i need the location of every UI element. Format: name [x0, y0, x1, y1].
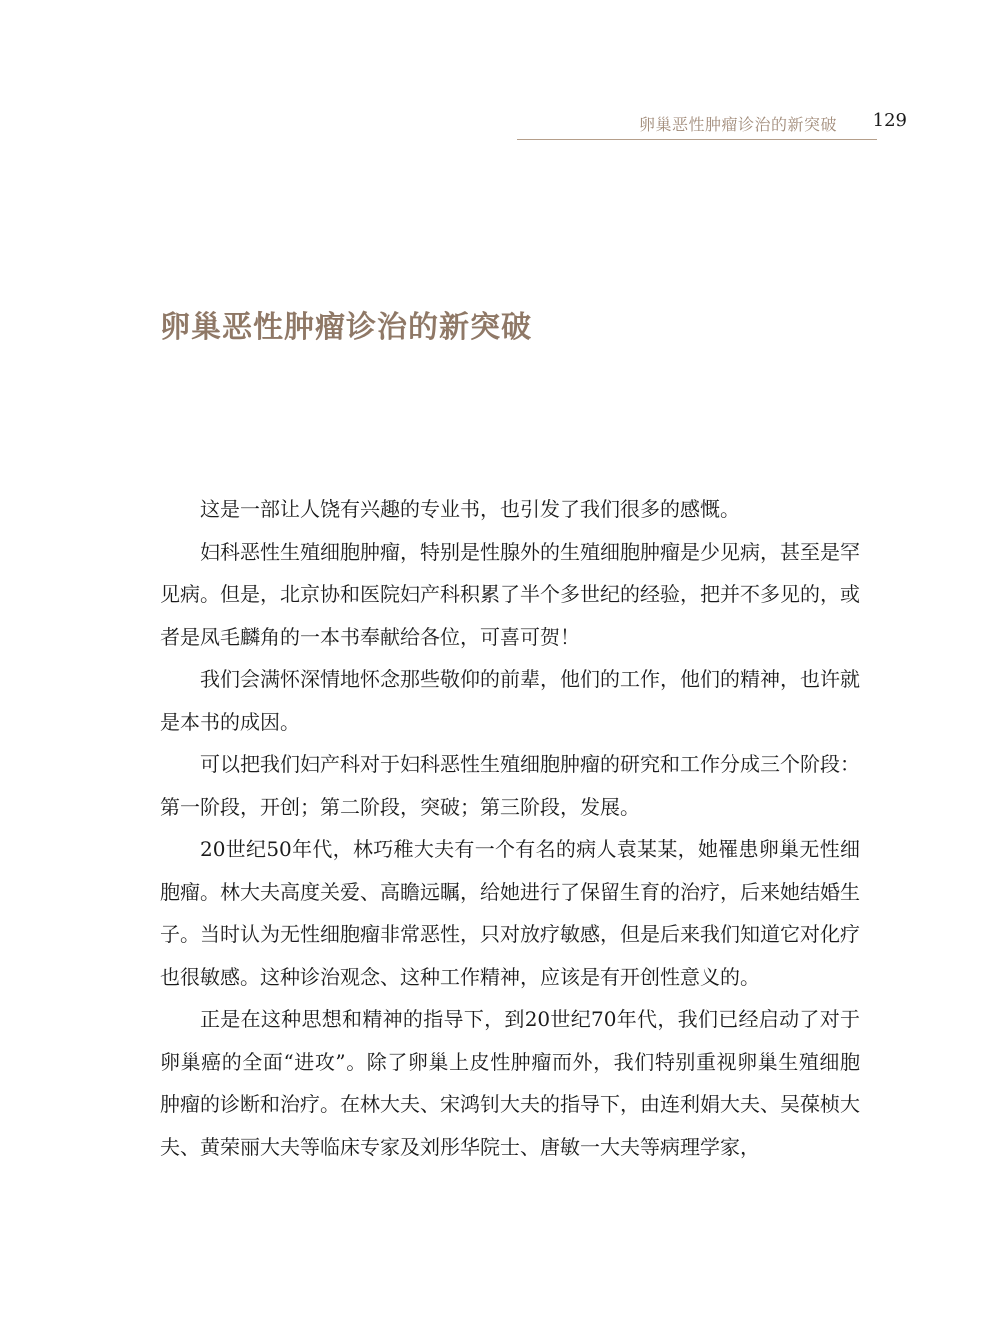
- page-number: 129: [872, 110, 907, 131]
- paragraph: 可以把我们妇产科对于妇科恶性生殖细胞肿瘤的研究和工作分成三个阶段：第一阶段，开创；第二阶段，突破；第三阶段，发展。: [160, 752, 860, 819]
- paragraph: 这是一部让人饶有兴趣的专业书，也引发了我们很多的感慨。: [200, 497, 740, 521]
- running-header: [517, 112, 907, 142]
- running-title: 卵巢恶性肿瘤诊治的新突破: [638, 115, 837, 134]
- paragraph: 我们会满怀深情地怀念那些敬仰的前辈，他们的工作，他们的精神，也许就是本书的成因。: [160, 667, 860, 734]
- paragraph: 20世纪50年代，林巧稚大夫有一个有名的病人袁某某，她罹患卵巢无性细胞瘤。林大夫高度关爱、高瞻远瞩，给她进行了保留生育的治疗，后来她结婚生子。当时认为无性细胞瘤非常恶性，只对放疗敏感，但是后来我们知道它对化疗也很敏感。这种诊治观念、这种工作精神，应该是有开创性意义的。: [160, 837, 860, 989]
- paragraph: 正是在这种思想和精神的指导下，到20世纪70年代，我们已经启动了对于卵巢癌的全面“进攻”。除了卵巢上皮性肿瘤而外，我们特别重视卵巢生殖细胞肿瘤的诊断和治疗。在林大夫、宋鸿钊大夫的指导下，由连利娟大夫、吴葆桢大夫、黄荣丽大夫等临床专家及刘彤华院士、唐敏一大夫等病理学家，: [160, 1007, 860, 1159]
- chapter-title: 卵巢恶性肿瘤诊治的新突破: [160, 310, 532, 345]
- header-rule: [517, 139, 877, 140]
- paragraph: 妇科恶性生殖细胞肿瘤，特别是性腺外的生殖细胞肿瘤是少见病，甚至是罕见病。但是，北京协和医院妇产科积累了半个多世纪的经验，把并不多见的，或者是凤毛麟角的一本书奉献给各位，可喜可贺！: [160, 539, 860, 649]
- body-text: [160, 488, 860, 1168]
